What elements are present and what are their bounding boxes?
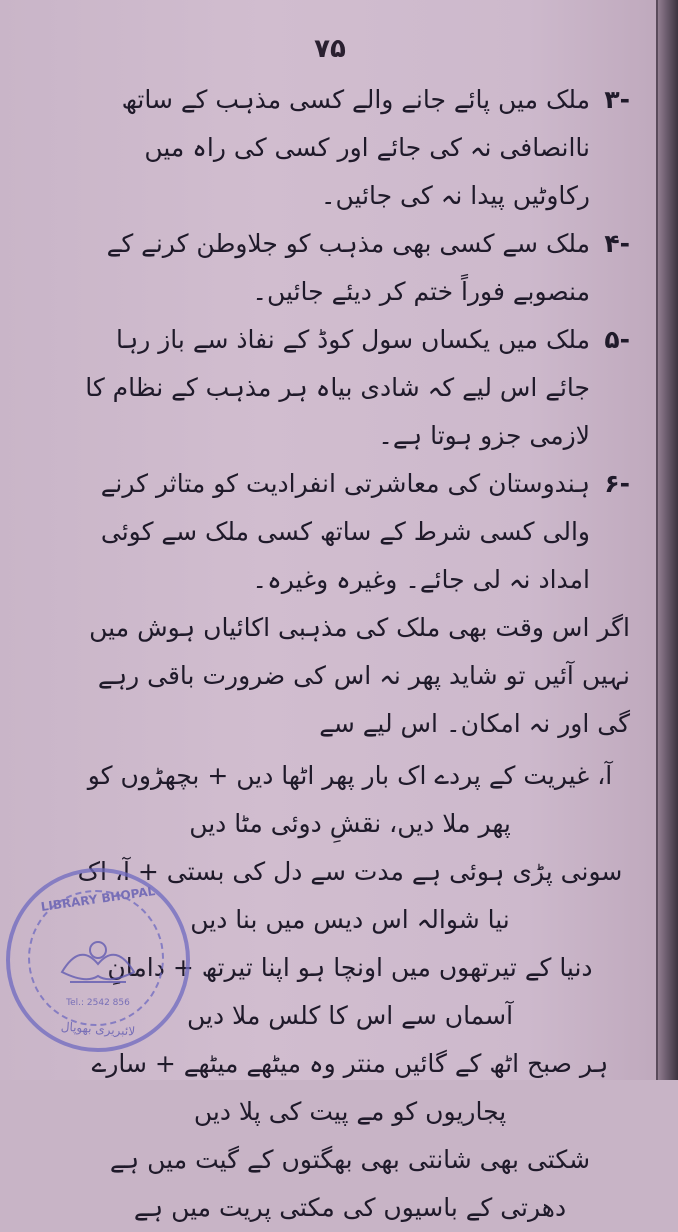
poem-verse: ہر صبح اٹھ کے گائیں منتر وہ میٹھے میٹھے + سارے پجاریوں کو مے پیت کی پلا دیں bbox=[91, 1049, 609, 1126]
poem-verse: دھرتی کے باسیوں کی مکتی پریت میں ہے bbox=[133, 1193, 567, 1222]
book-spine bbox=[656, 0, 678, 1080]
item-number: ۵- bbox=[604, 325, 630, 354]
item-number: ۴- bbox=[604, 229, 630, 258]
list-item bbox=[70, 316, 630, 460]
item-number: ۳- bbox=[604, 85, 630, 114]
list-item bbox=[70, 460, 630, 604]
numbered-list bbox=[70, 76, 630, 1232]
stamp-top-text: LIBRARY BHOPAL bbox=[39, 884, 157, 914]
item-text: ہندوستان کی معاشرتی انفرادیت کو متاثر کرنے والی کسی شرط کے ساتھ کسی ملک سے کوئی امداد نہ لی جائے۔ وغیرہ وغیرہ۔ bbox=[100, 469, 590, 594]
item-text: ملک میں یکساں سول کوڈ کے نفاذ سے باز رہا جائے اس لیے کہ شادی بیاہ ہر مذہب کے نظام کا لازمی جزو ہوتا ہے۔ bbox=[85, 325, 590, 450]
library-stamp bbox=[6, 868, 190, 1052]
poem-verse: شکتی بھی شانتی بھی بھگتوں کے گیت میں ہے bbox=[109, 1145, 591, 1174]
item-number: ۶- bbox=[604, 469, 630, 498]
poem-verse: آ، غیریت کے پردے اک بار پھر اٹھا دیں + بچھڑوں کو پھر ملا دیں، نقشِ دوئی مٹا دیں bbox=[87, 761, 613, 838]
page-number: ۷۵ bbox=[314, 34, 346, 64]
list-item bbox=[70, 76, 630, 220]
stamp-bottom-text: لائبریری بھوپال bbox=[60, 1019, 136, 1039]
item-text: ملک میں پائے جانے والے کسی مذہب کے ساتھ ناانصافی نہ کی جائے اور کسی کی راہ میں رکاوٹیں پیدا نہ کی جائیں۔ bbox=[121, 85, 590, 210]
poem-verse: سونی پڑی ہوئی ہے مدت سے دل کی بستی + آ، اک نیا شوالہ اس دیس میں بنا دیں bbox=[77, 857, 623, 934]
stamp-phone: Tel.: 2542 856 bbox=[66, 998, 130, 1008]
item-text: ملک سے کسی بھی مذہب کو جلاوطن کرنے کے منصوبے فوراً ختم کر دیئے جائیں۔ bbox=[106, 229, 590, 306]
body-paragraph: اگر اس وقت بھی ملک کی مذہبی اکائیاں ہوش میں نہیں آئیں تو شاید پھر نہ اس کی ضرورت باقی رہے گی اور نہ امکان۔ اس لیے سے bbox=[89, 613, 630, 738]
spine-edge bbox=[656, 0, 658, 1080]
poem-verse: دنیا کے تیرتھوں میں اونچا ہو اپنا تیرتھ + دامانِ آسماں سے اس کا کلس ملا دیں bbox=[107, 953, 593, 1030]
list-item bbox=[70, 220, 630, 316]
